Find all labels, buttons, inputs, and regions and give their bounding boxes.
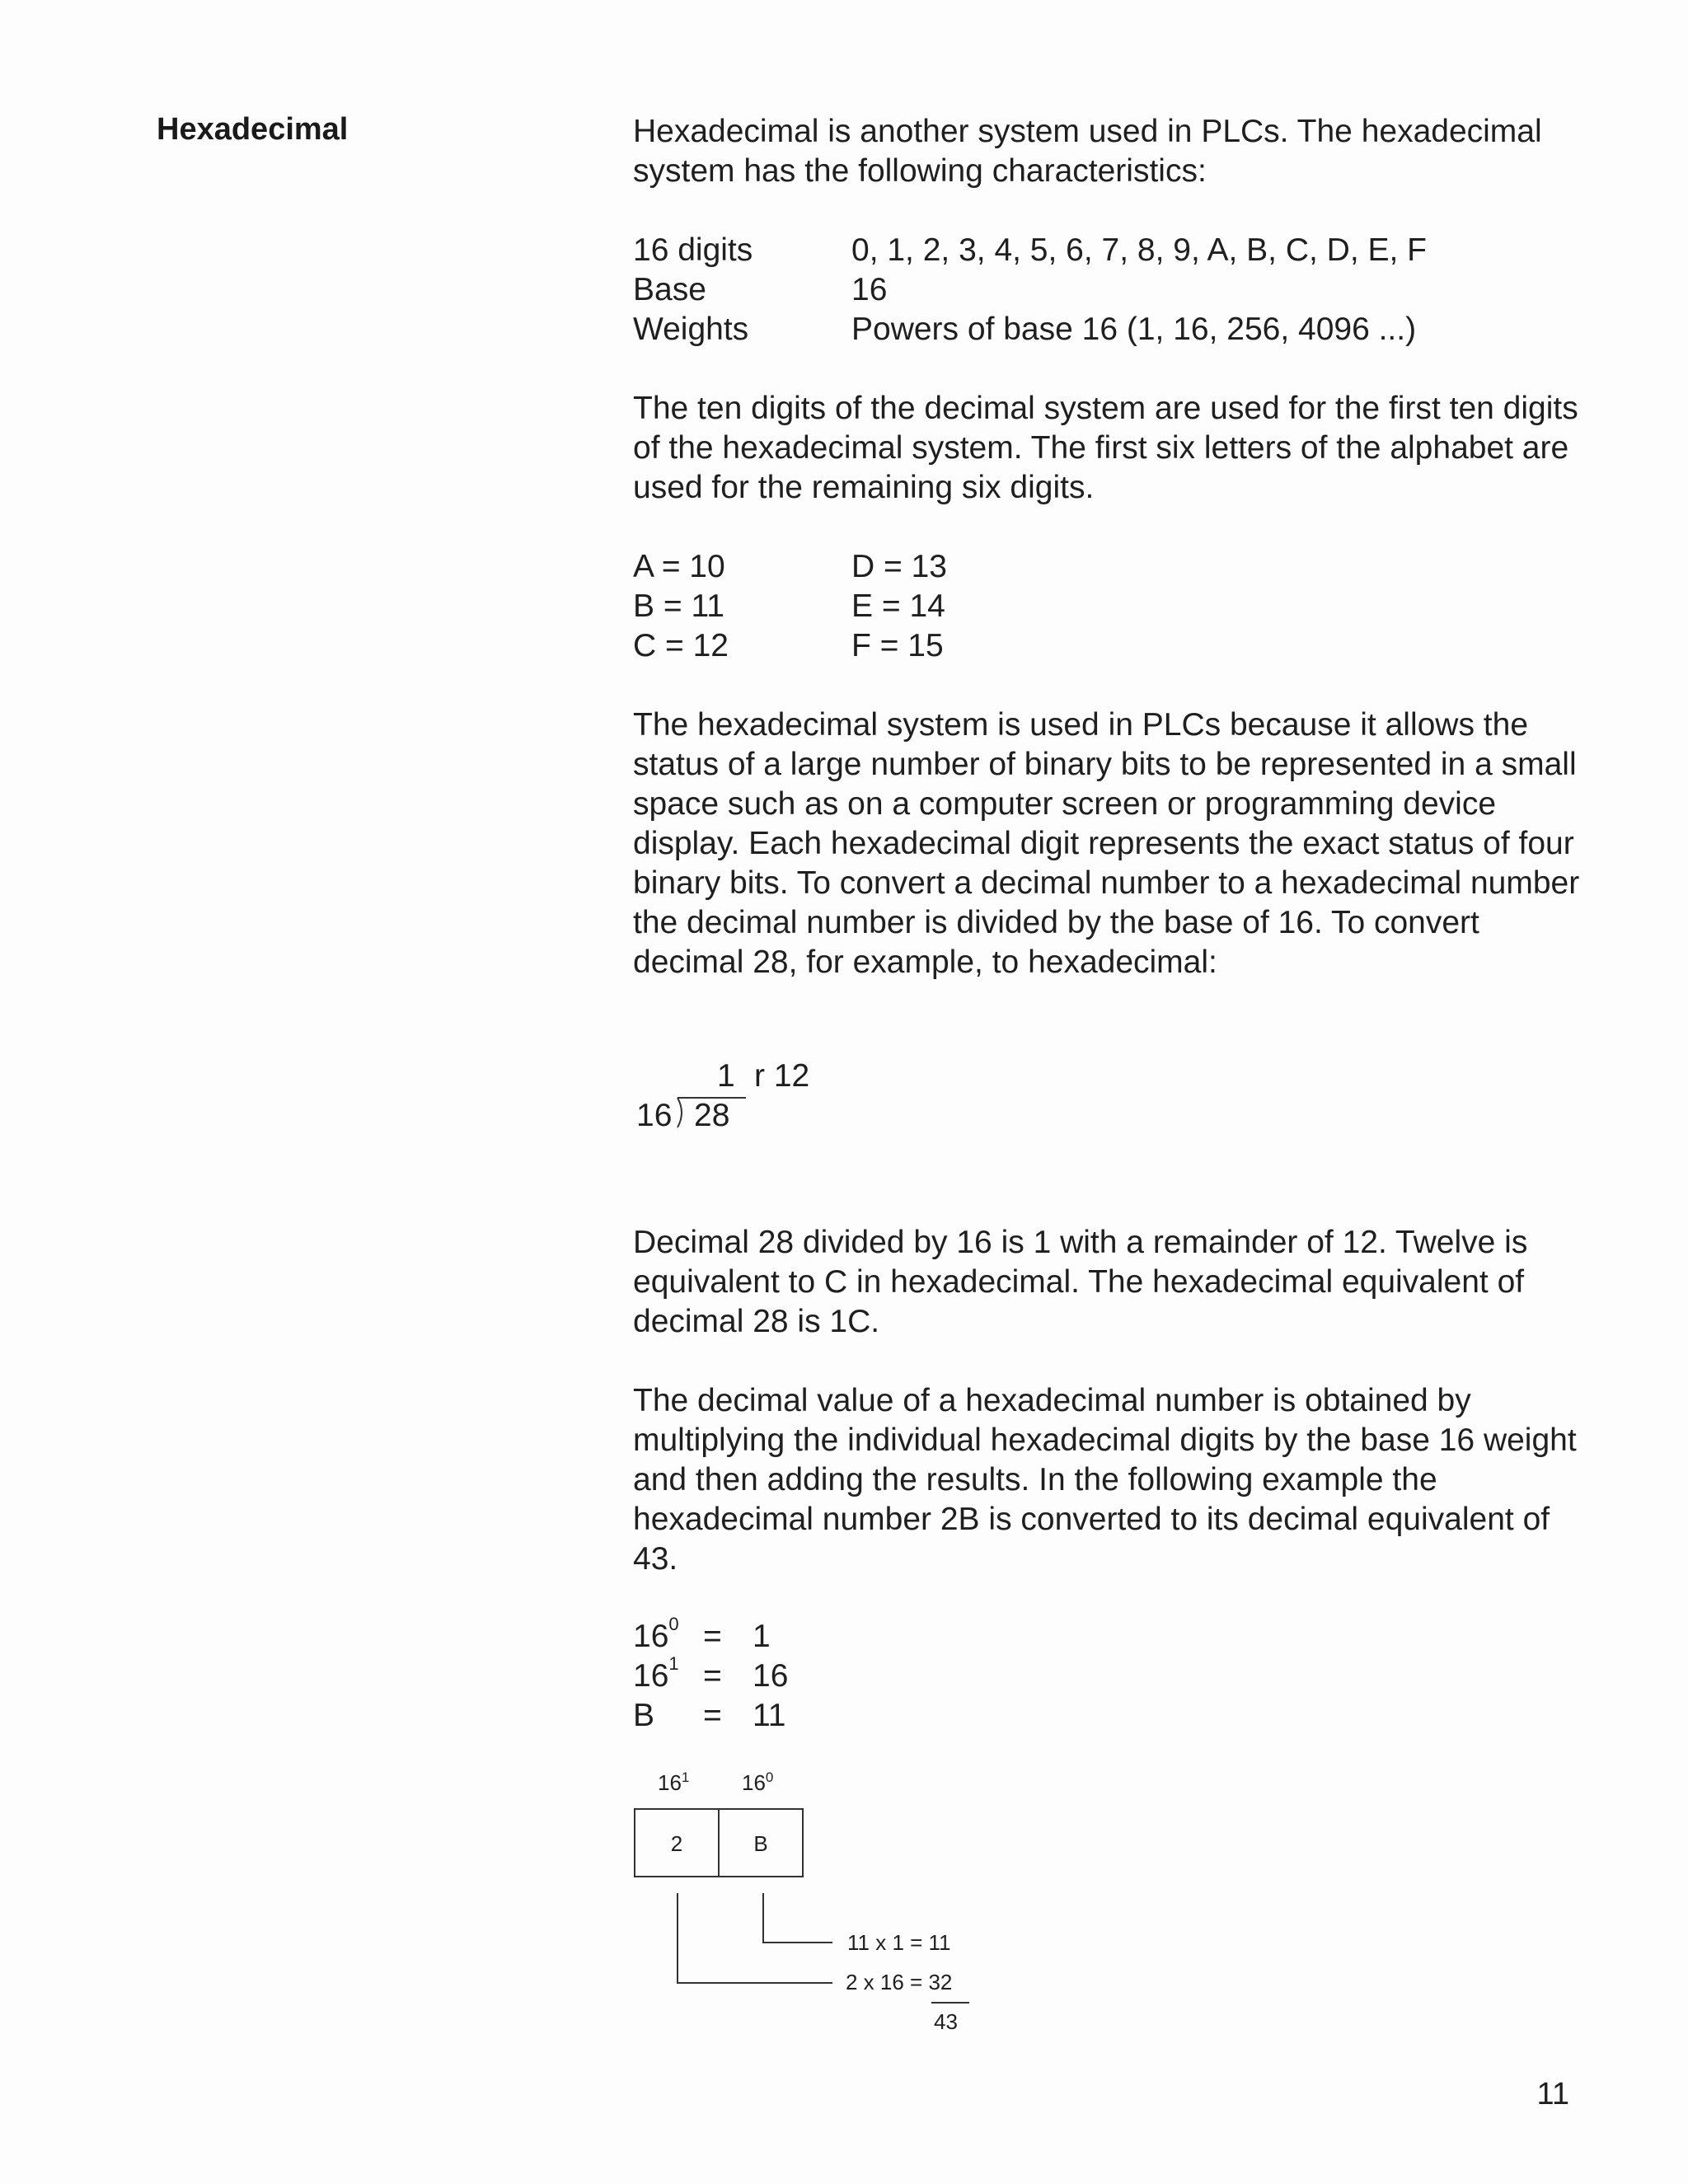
- calc-line-1: 11 x 1 = 11: [847, 1930, 951, 1955]
- characteristic-label: Base: [633, 272, 706, 307]
- letter-value: F = 15: [851, 628, 944, 663]
- letter-value: B = 11: [633, 588, 724, 624]
- weight-label-16-1: $16^1$: [658, 1769, 690, 1795]
- letter-value: D = 13: [851, 549, 947, 584]
- equals-sign: =: [703, 1698, 722, 1733]
- power-base: 16: [633, 1658, 669, 1694]
- power-exponent: 0: [668, 1614, 679, 1634]
- decimal-value-paragraph: The decimal value of a hexadecimal number is obtained by multiplying the individual hexadecimal digits by the base 16 weight and then adding the results. In the following example the hexadecimal number 2B is converted to its decimal equivalent of 43.: [633, 1383, 1577, 1577]
- letter-value: C = 12: [633, 628, 729, 663]
- intro-paragraph: Hexadecimal is another system used in PLCs. The hexadecimal system has the following characteristics:: [633, 114, 1542, 189]
- usage-paragraph: The hexadecimal system is used in PLCs because it allows the status of a large number of binary bits to be represented in a small space such as on a computer screen or programming device display. Each hexadecimal digit represents the exact status of four binary bits. To convert a decimal number to a hexadecimal number the decimal number is divided by the base of 16. To convert decimal 28, for example, to hexadecimal:: [633, 707, 1580, 980]
- equals-sign: =: [703, 1658, 722, 1694]
- power-base: 16: [633, 1619, 669, 1654]
- characteristic-value: 16: [851, 272, 888, 307]
- equals-sign: =: [703, 1619, 722, 1654]
- power-base: B: [633, 1698, 655, 1733]
- weight-label-16-0: $16^0$: [742, 1769, 774, 1795]
- long-division: [626, 1047, 841, 1146]
- power-value: 1: [753, 1619, 771, 1654]
- characteristic-label: Weights: [633, 312, 749, 347]
- division-divisor: 16: [636, 1098, 673, 1133]
- division-bracket: [678, 1098, 682, 1127]
- connector-2: [678, 1893, 832, 1983]
- power-exponent: 1: [668, 1653, 679, 1674]
- division-quotient: 1: [717, 1058, 735, 1094]
- characteristic-label: 16 digits: [633, 232, 753, 268]
- characteristic-value: 0, 1, 2, 3, 4, 5, 6, 7, 8, 9, A, B, C, D, E, F: [851, 232, 1428, 268]
- characteristic-value: Powers of base 16 (1, 16, 256, 4096 ...): [851, 312, 1417, 347]
- digit-2: 2: [670, 1831, 683, 1856]
- connector-b: [763, 1893, 832, 1943]
- digits-paragraph: The ten digits of the decimal system are used for the first ten digits of the hexadecimal system. The first six letters of the alphabet are used for the remaining six digits.: [633, 391, 1578, 505]
- calc-line-2: 2 x 16 = 32: [846, 1970, 953, 1994]
- letter-value: E = 14: [851, 588, 945, 624]
- result-paragraph: Decimal 28 divided by 16 is 1 with a remainder of 12. Twelve is equivalent to C in hexadecimal. The hexadecimal equivalent of decimal 28 is 1C.: [633, 1225, 1528, 1339]
- division-dividend: 28: [694, 1098, 730, 1133]
- hex-conversion-diagram: [626, 1764, 989, 2044]
- section-heading: Hexadecimal: [157, 112, 349, 147]
- power-value: 16: [753, 1658, 789, 1694]
- page-number: 11: [1536, 2077, 1569, 2111]
- division-remainder: r 12: [754, 1058, 810, 1094]
- calc-total: 43: [934, 2009, 958, 2034]
- digit-b: B: [753, 1831, 768, 1856]
- power-value: 11: [753, 1698, 786, 1733]
- letter-value: A = 10: [633, 549, 725, 584]
